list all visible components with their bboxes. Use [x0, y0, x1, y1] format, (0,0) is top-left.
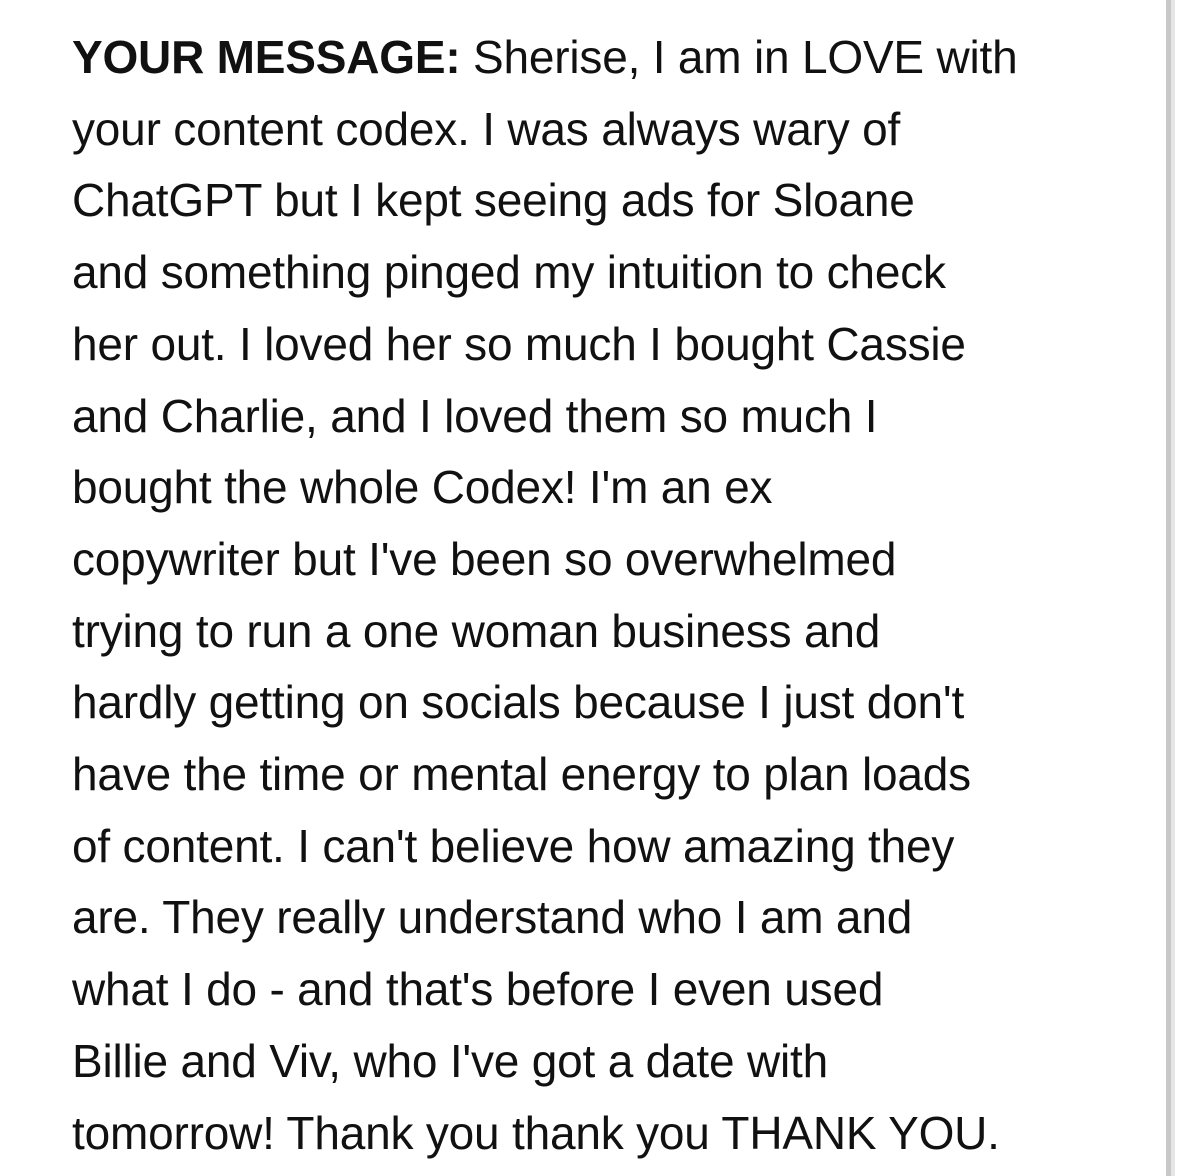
scrollbar-track — [1171, 0, 1175, 1176]
message-line-11: have the time or mental energy to plan loads — [72, 748, 971, 801]
message-line-1 — [72, 22, 1112, 94]
message-line-7: bought the whole Codex! I'm an ex — [72, 461, 773, 514]
message-line-8: copywriter but I've been so overwhelmed — [72, 532, 897, 585]
scrollbar[interactable] — [1166, 0, 1175, 1176]
message-line-2: your content codex. I was always wary of — [72, 102, 901, 155]
message-label: YOUR MESSAGE: — [72, 31, 461, 83]
message-line-16: tomorrow! Thank you thank you THANK YOU. — [72, 1106, 1000, 1159]
message-line-6: and Charlie, and I loved them so much I — [72, 389, 878, 442]
message-line-9: trying to run a one woman business and — [72, 604, 881, 657]
message-line-10: hardly getting on socials because I just don't — [72, 676, 965, 729]
message-line-13: are. They really understand who I am and — [72, 891, 913, 944]
message-line-12: of content. I can't believe how amazing they — [72, 819, 955, 872]
message-line-14: what I do - and that's before I even used — [72, 963, 884, 1016]
message-line-1-text: Sherise, I am in LOVE with — [460, 31, 1018, 83]
message-body — [72, 22, 1112, 1169]
message-line-15: Billie and Viv, who I've got a date with — [72, 1034, 828, 1087]
message-line-3: ChatGPT but I kept seeing ads for Sloane — [72, 174, 915, 227]
message-line-4: and something pinged my intuition to check — [72, 246, 946, 299]
message-line-5: her out. I loved her so much I bought Cassie — [72, 317, 966, 370]
